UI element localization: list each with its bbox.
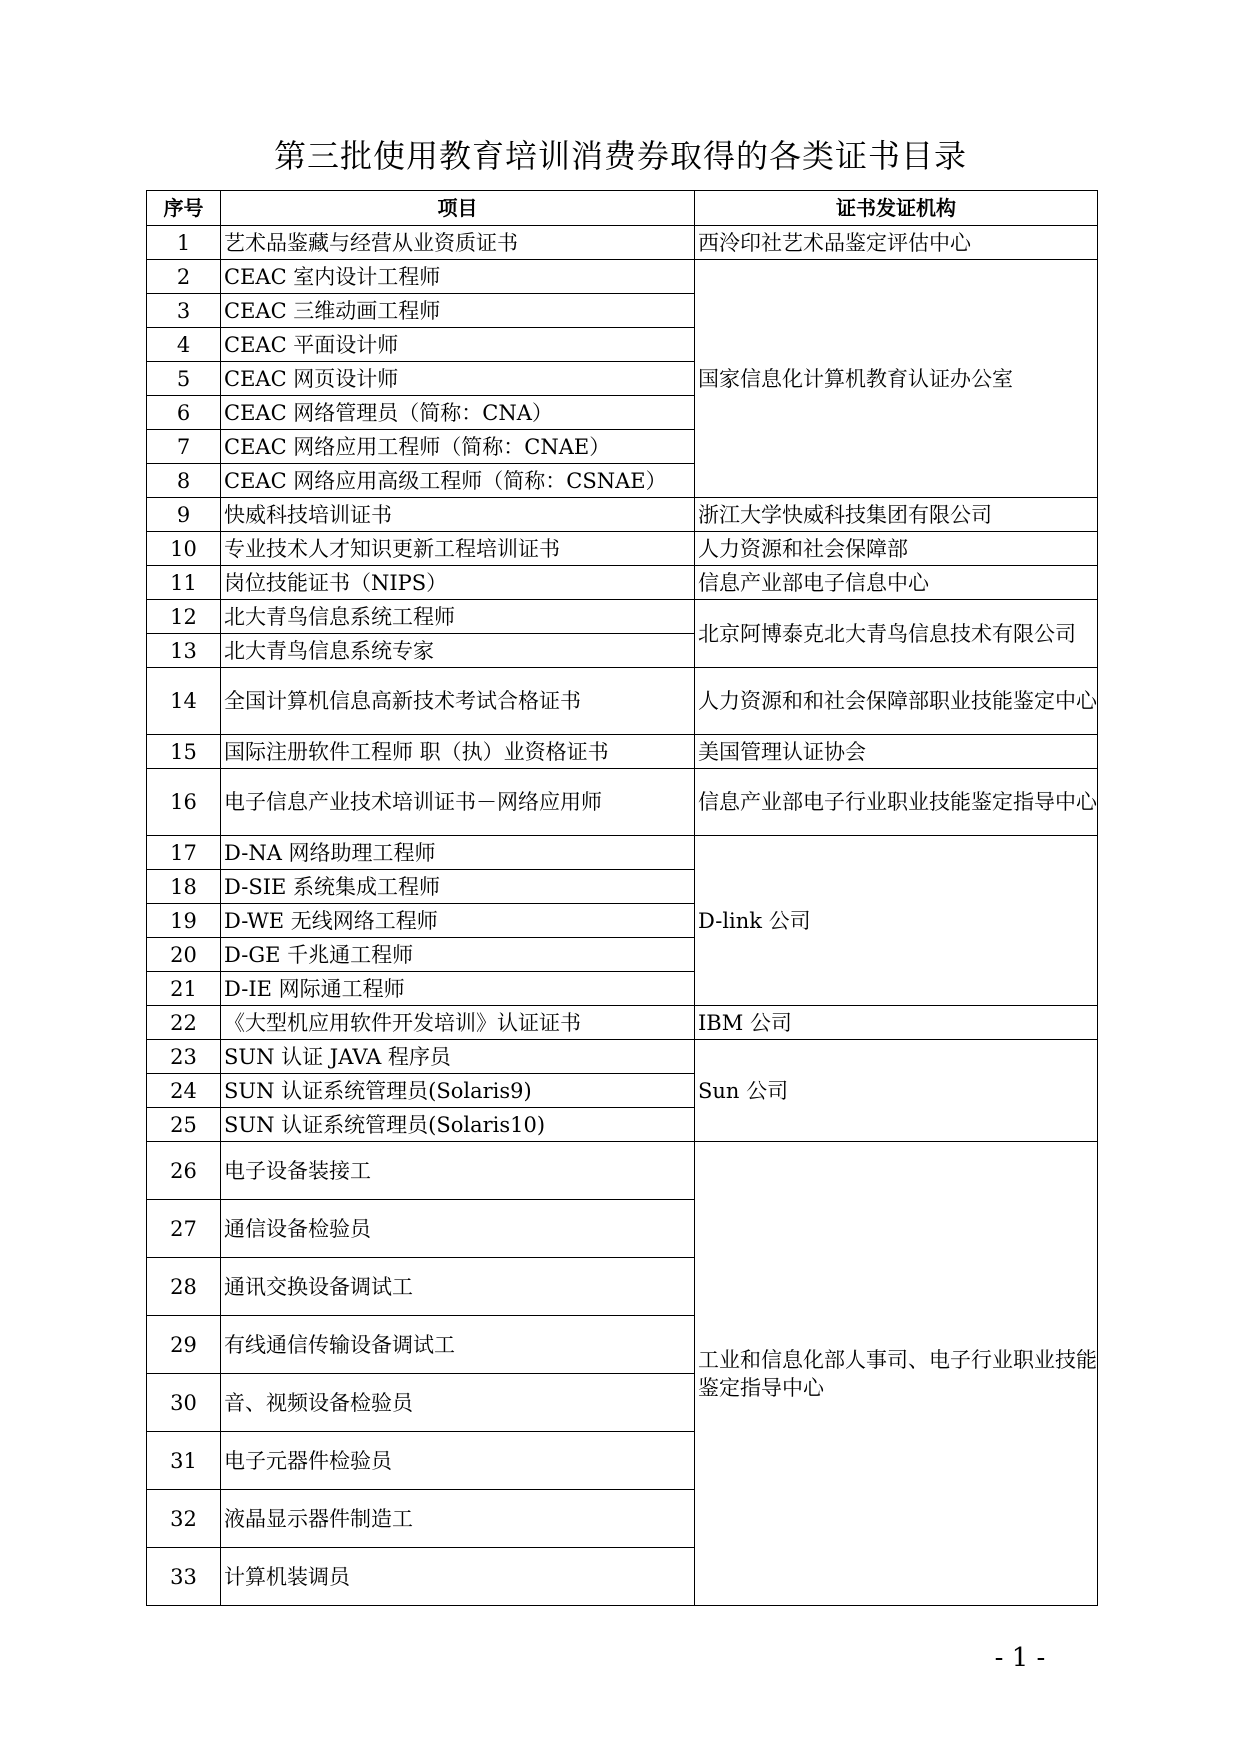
row-no: 28 <box>147 1258 221 1316</box>
row-item: 《大型机应用软件开发培训》认证证书 <box>221 1006 695 1040</box>
row-no: 9 <box>147 498 221 532</box>
table-row <box>147 1040 1098 1074</box>
row-item: D-IE 网际通工程师 <box>221 972 695 1006</box>
row-no: 22 <box>147 1006 221 1040</box>
row-no: 33 <box>147 1548 221 1606</box>
row-item: D-WE 无线网络工程师 <box>221 904 695 938</box>
row-no: 27 <box>147 1200 221 1258</box>
row-item: CEAC 网络应用工程师（简称：CNAE） <box>221 430 695 464</box>
table-row <box>147 836 1098 870</box>
row-no: 6 <box>147 396 221 430</box>
row-item: 北大青鸟信息系统专家 <box>221 634 695 668</box>
table-row <box>147 226 1098 260</box>
row-no: 10 <box>147 532 221 566</box>
table-row <box>147 1142 1098 1200</box>
row-item: 通讯交换设备调试工 <box>221 1258 695 1316</box>
row-item: CEAC 网络管理员（简称：CNA） <box>221 396 695 430</box>
table-row <box>147 566 1098 600</box>
row-no: 29 <box>147 1316 221 1374</box>
row-no: 5 <box>147 362 221 396</box>
row-no: 26 <box>147 1142 221 1200</box>
row-item: CEAC 平面设计师 <box>221 328 695 362</box>
row-no: 7 <box>147 430 221 464</box>
row-item: D-SIE 系统集成工程师 <box>221 870 695 904</box>
row-item: D-NA 网络助理工程师 <box>221 836 695 870</box>
row-item: 电子信息产业技术培训证书－网络应用师 <box>221 769 695 836</box>
column-header-item: 项目 <box>221 191 695 226</box>
row-no: 13 <box>147 634 221 668</box>
row-no: 8 <box>147 464 221 498</box>
row-no: 11 <box>147 566 221 600</box>
table-row <box>147 600 1098 634</box>
page-number: - 1 - <box>994 1643 1046 1673</box>
row-no: 31 <box>147 1432 221 1490</box>
row-org: IBM 公司 <box>695 1006 1098 1040</box>
column-header-no: 序号 <box>147 191 221 226</box>
table-header-row <box>147 191 1098 226</box>
table-row <box>147 532 1098 566</box>
row-org: 信息产业部电子信息中心 <box>695 566 1098 600</box>
certificate-table <box>146 190 1098 1606</box>
row-no: 12 <box>147 600 221 634</box>
column-header-org: 证书发证机构 <box>695 191 1098 226</box>
row-item: 通信设备检验员 <box>221 1200 695 1258</box>
row-item: CEAC 三维动画工程师 <box>221 294 695 328</box>
row-item: CEAC 网页设计师 <box>221 362 695 396</box>
row-org: 西泠印社艺术品鉴定评估中心 <box>695 226 1098 260</box>
table-row <box>147 498 1098 532</box>
row-no: 16 <box>147 769 221 836</box>
row-item: 液晶显示器件制造工 <box>221 1490 695 1548</box>
row-org: 工业和信息化部人事司、电子行业职业技能鉴定指导中心 <box>695 1142 1098 1606</box>
row-org: 美国管理认证协会 <box>695 735 1098 769</box>
row-item: D-GE 千兆通工程师 <box>221 938 695 972</box>
row-no: 4 <box>147 328 221 362</box>
table-row <box>147 260 1098 294</box>
document-title: 第三批使用教育培训消费券取得的各类证书目录 <box>273 137 967 175</box>
row-item: 国际注册软件工程师 职（执）业资格证书 <box>221 735 695 769</box>
row-item: 快威科技培训证书 <box>221 498 695 532</box>
row-no: 21 <box>147 972 221 1006</box>
row-org: 北京阿博泰克北大青鸟信息技术有限公司 <box>695 600 1098 668</box>
row-item: 电子设备装接工 <box>221 1142 695 1200</box>
row-no: 32 <box>147 1490 221 1548</box>
row-org: 人力资源和和社会保障部职业技能鉴定中心 <box>695 668 1098 735</box>
row-item: 计算机装调员 <box>221 1548 695 1606</box>
table-row <box>147 1006 1098 1040</box>
row-item: CEAC 室内设计工程师 <box>221 260 695 294</box>
table-row <box>147 668 1098 735</box>
row-no: 2 <box>147 260 221 294</box>
row-no: 3 <box>147 294 221 328</box>
row-no: 15 <box>147 735 221 769</box>
row-org: 人力资源和社会保障部 <box>695 532 1098 566</box>
row-item: 北大青鸟信息系统工程师 <box>221 600 695 634</box>
table-row <box>147 735 1098 769</box>
row-no: 24 <box>147 1074 221 1108</box>
row-item: 有线通信传输设备调试工 <box>221 1316 695 1374</box>
row-item: 音、视频设备检验员 <box>221 1374 695 1432</box>
row-org: 浙江大学快威科技集团有限公司 <box>695 498 1098 532</box>
row-org: D-link 公司 <box>695 836 1098 1006</box>
row-item: 专业技术人才知识更新工程培训证书 <box>221 532 695 566</box>
row-item: SUN 认证系统管理员(Solaris10) <box>221 1108 695 1142</box>
row-item: SUN 认证系统管理员(Solaris9) <box>221 1074 695 1108</box>
row-no: 19 <box>147 904 221 938</box>
row-no: 14 <box>147 668 221 735</box>
row-item: 岗位技能证书（NIPS） <box>221 566 695 600</box>
row-item: 电子元器件检验员 <box>221 1432 695 1490</box>
row-org: 信息产业部电子行业职业技能鉴定指导中心 <box>695 769 1098 836</box>
row-item: CEAC 网络应用高级工程师（简称：CSNAE） <box>221 464 695 498</box>
row-no: 1 <box>147 226 221 260</box>
row-item: 艺术品鉴藏与经营从业资质证书 <box>221 226 695 260</box>
row-no: 25 <box>147 1108 221 1142</box>
row-no: 20 <box>147 938 221 972</box>
row-no: 23 <box>147 1040 221 1074</box>
row-no: 18 <box>147 870 221 904</box>
row-item: SUN 认证 JAVA 程序员 <box>221 1040 695 1074</box>
row-item: 全国计算机信息高新技术考试合格证书 <box>221 668 695 735</box>
table-row <box>147 769 1098 836</box>
row-org: Sun 公司 <box>695 1040 1098 1142</box>
row-no: 30 <box>147 1374 221 1432</box>
row-org: 国家信息化计算机教育认证办公室 <box>695 260 1098 498</box>
row-no: 17 <box>147 836 221 870</box>
